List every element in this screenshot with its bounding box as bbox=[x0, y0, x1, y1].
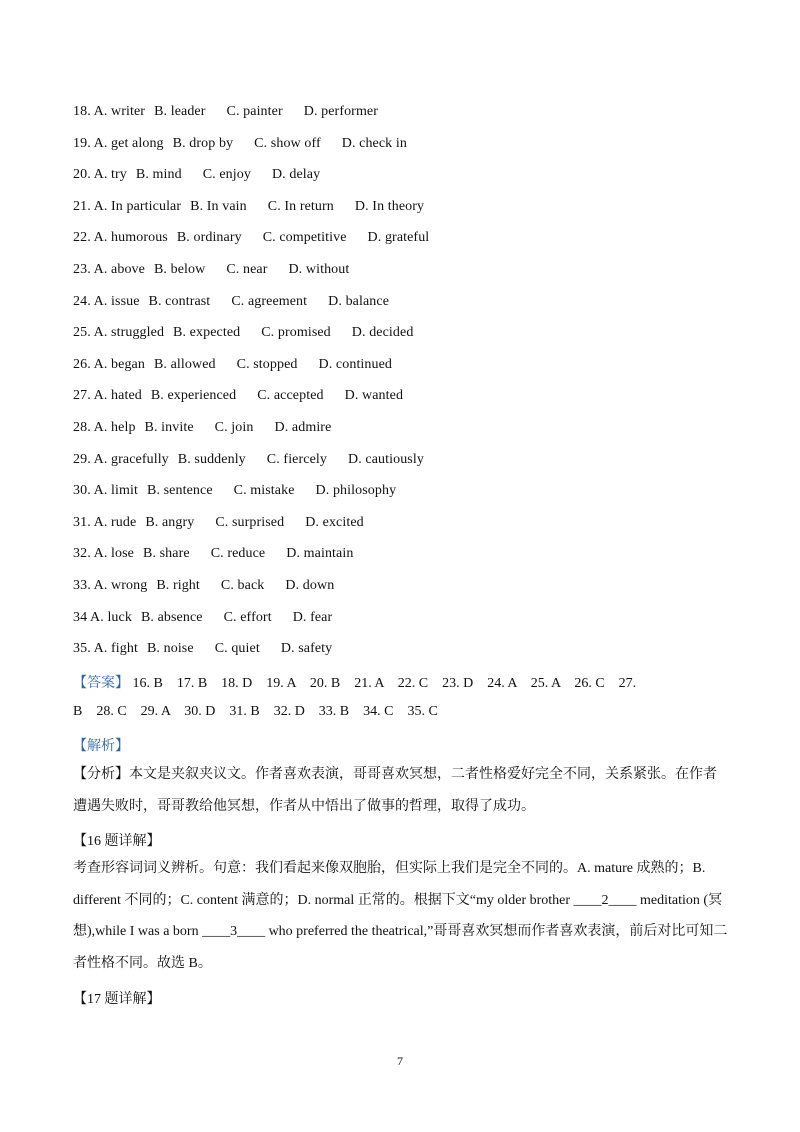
question-number-option-a: 30. A. limit bbox=[73, 483, 138, 499]
question-option: C. surprised bbox=[215, 514, 285, 530]
question-number-option-a: 32. A. lose bbox=[73, 546, 134, 562]
question-number-option-a: 23. A. above bbox=[73, 262, 145, 277]
question-option: B. ordinary bbox=[176, 230, 242, 246]
q16-heading: 【16 题详解】 bbox=[73, 834, 161, 849]
question-row bbox=[73, 515, 364, 531]
question-option: B. absence bbox=[140, 609, 203, 625]
question-option: D. down bbox=[285, 578, 335, 593]
question-option: D. admire bbox=[274, 420, 332, 435]
question-option: D. cautiously bbox=[347, 451, 424, 467]
question-option: C. In return bbox=[267, 198, 334, 214]
question-row bbox=[73, 325, 413, 341]
question-option: B. contrast bbox=[148, 293, 211, 309]
analysis-paragraph: 【分析】本文是夹叙夹议文。作者喜欢表演，哥哥喜欢冥想，二者性格爱好完全不同，关系紧张。在作者遭遇失败时，哥哥教给他冥想，作者从中悟出了做事的哲理，取得了成功。 bbox=[73, 767, 717, 814]
question-option: C. promised bbox=[261, 325, 331, 341]
question-number-option-a: 35. A. fight bbox=[73, 641, 138, 657]
question-option: B. right bbox=[156, 578, 200, 593]
question-option: C. back bbox=[220, 578, 265, 593]
question-row bbox=[73, 262, 349, 278]
question-option: D. safety bbox=[280, 641, 333, 657]
page-number: 7 bbox=[397, 1054, 403, 1068]
question-number-option-a: 26. A. began bbox=[73, 356, 145, 372]
answer-tag: 【答案】 bbox=[73, 676, 129, 691]
question-option: B. In vain bbox=[190, 198, 247, 214]
question-option: C. mistake bbox=[233, 483, 295, 499]
question-number-option-a: 22. A. humorous bbox=[73, 230, 168, 246]
question-option: D. wanted bbox=[344, 388, 404, 404]
question-option: D. grateful bbox=[367, 230, 430, 246]
question-row bbox=[73, 578, 334, 594]
question-row bbox=[73, 452, 424, 468]
question-option: C. near bbox=[226, 262, 268, 277]
question-option: B. expected bbox=[173, 325, 241, 341]
question-option: B. sentence bbox=[147, 483, 213, 499]
question-row bbox=[73, 294, 389, 310]
question-option: C. agreement bbox=[231, 293, 308, 309]
question-row bbox=[73, 230, 429, 246]
question-option: D. excited bbox=[305, 514, 364, 530]
question-number-option-a: 28. A. help bbox=[73, 420, 136, 435]
question-row bbox=[73, 420, 331, 436]
question-option: C. join bbox=[214, 420, 254, 435]
question-number-option-a: 29. A. gracefully bbox=[73, 451, 169, 467]
question-option: C. reduce bbox=[210, 546, 266, 562]
question-option: C. stopped bbox=[236, 356, 298, 372]
question-option: C. competitive bbox=[262, 230, 347, 246]
question-option: B. drop by bbox=[172, 135, 234, 151]
question-row bbox=[73, 167, 320, 183]
question-option: C. enjoy bbox=[202, 167, 251, 183]
question-option: B. experienced bbox=[150, 388, 237, 404]
question-option: D. decided bbox=[351, 325, 414, 341]
question-option: D. In theory bbox=[354, 198, 425, 214]
question-row bbox=[73, 136, 407, 152]
question-option: B. invite bbox=[144, 420, 194, 435]
question-option: C. painter bbox=[226, 104, 283, 119]
question-option: B. noise bbox=[146, 641, 194, 657]
question-option: B. below bbox=[153, 262, 206, 277]
question-row bbox=[73, 199, 424, 215]
answer-text-1: 16. B 17. B 18. D 19. A 20. B 21. A 22. C 23. D 24. A 25. A 26. C 27. bbox=[132, 676, 637, 691]
question-option: C. show off bbox=[254, 135, 321, 151]
question-option: D. check in bbox=[341, 135, 407, 151]
question-option: D. fear bbox=[292, 609, 333, 625]
question-option: C. quiet bbox=[214, 641, 260, 657]
explanation-label: 【解析】 bbox=[73, 739, 129, 754]
question-option: D. maintain bbox=[286, 546, 354, 562]
question-row bbox=[73, 357, 392, 373]
question-number-option-a: 24. A. issue bbox=[73, 293, 140, 309]
question-option: B. angry bbox=[145, 514, 195, 530]
question-number-option-a: 31. A. rude bbox=[73, 514, 137, 530]
question-row bbox=[73, 483, 396, 499]
question-row bbox=[73, 610, 332, 626]
question-option: B. leader bbox=[154, 104, 206, 119]
question-number-option-a: 21. A. In particular bbox=[73, 198, 182, 214]
question-option: D. continued bbox=[318, 356, 393, 372]
answer-line-2: B 28. C 29. A 30. D 31. B 32. D 33. B 34. C 35. C bbox=[73, 704, 438, 719]
question-number-option-a: 20. A. try bbox=[73, 167, 127, 183]
question-number-option-a: 33. A. wrong bbox=[73, 578, 148, 593]
question-option: C. effort bbox=[223, 609, 272, 625]
question-option: B. suddenly bbox=[177, 451, 246, 467]
q17-heading: 【17 题详解】 bbox=[73, 992, 161, 1007]
question-number-option-a: 27. A. hated bbox=[73, 388, 142, 404]
question-row bbox=[73, 546, 353, 562]
question-row bbox=[73, 388, 403, 404]
question-option: D. without bbox=[288, 262, 350, 277]
question-option: D. philosophy bbox=[315, 483, 397, 499]
question-option: C. fiercely bbox=[266, 451, 327, 467]
question-row bbox=[73, 641, 332, 657]
question-row bbox=[73, 104, 378, 120]
question-option: D. performer bbox=[303, 104, 379, 119]
question-option: C. accepted bbox=[257, 388, 324, 404]
question-number-option-a: 34 A. luck bbox=[73, 609, 132, 625]
question-number-option-a: 25. A. struggled bbox=[73, 325, 165, 341]
answer-line-1 bbox=[73, 672, 636, 692]
question-option: D. balance bbox=[328, 293, 390, 309]
q16-explanation: 考查形容词词义辨析。句意：我们看起来像双胞胎，但实际上我们是完全不同的。A. mature 成熟的；B. different 不同的；C. content 满意的；D. normal 正常的。根据下文“my older brother ____2____ meditation (冥想),while I was a born ____3____ who preferred the theatrical,”哥哥喜欢冥想而作者喜欢表演，前后对比可知二者性格不同。故选 B。 bbox=[73, 861, 728, 971]
question-number-option-a: 19. A. get along bbox=[73, 135, 164, 151]
question-option: D. delay bbox=[271, 167, 321, 183]
question-option: B. share bbox=[143, 546, 190, 562]
question-option: B. allowed bbox=[153, 356, 216, 372]
question-option: B. mind bbox=[135, 167, 182, 183]
question-number-option-a: 18. A. writer bbox=[73, 104, 146, 119]
